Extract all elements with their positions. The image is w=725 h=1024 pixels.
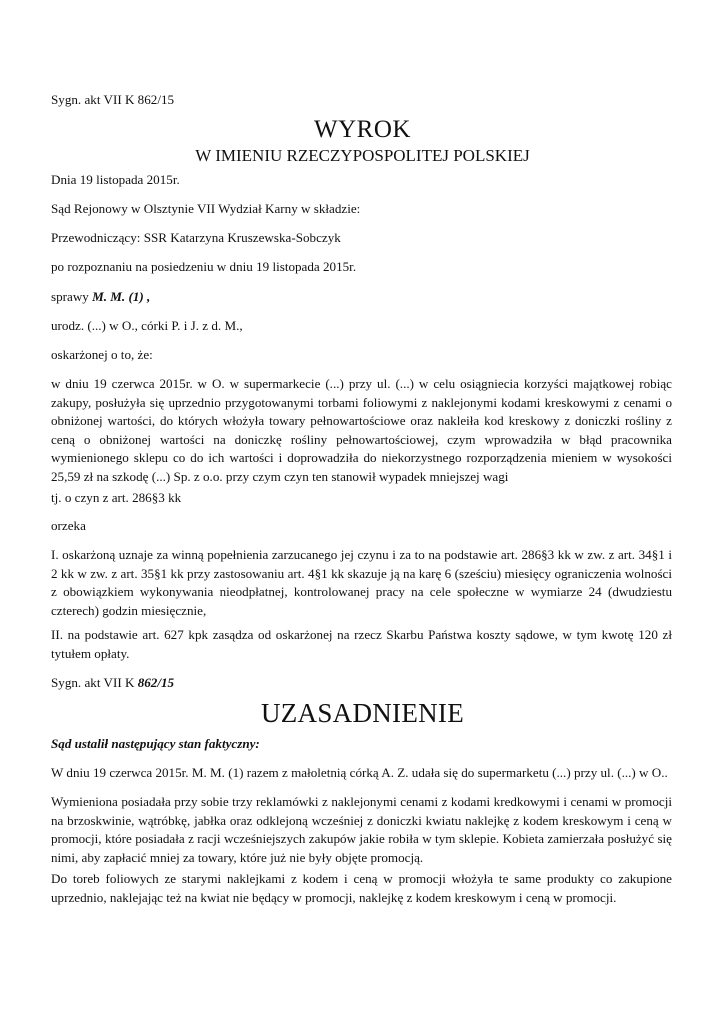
- charge-article: tj. o czyn z art. 286§3 kk: [51, 490, 182, 505]
- presiding-judge: Przewodniczący: SSR Katarzyna Kruszewska-Sobczyk: [51, 230, 341, 245]
- accused-intro: oskarżonej o to, że:: [51, 347, 153, 362]
- justification-signature-number: 862/15: [137, 675, 175, 690]
- court-composition: Sąd Rejonowy w Olsztynie VII Wydział Karny w składzie:: [51, 201, 361, 216]
- ruling-point-1: I. oskarżoną uznaje za winną popełnienia zarzucanego jej czynu i za to na podstawie art. 286§3 kk w zw. z art. 34§1 i 2 kk w zw. z art. 35§1 kk przy zastosowaniu art. 4§1 kk skazuje ją na karę 6 (sześciu) miesięcy ograniczenia wolności z obowiązkiem wykonywania nieodpłatnej, kontrolowanej pracy na cele społeczne w wymiarze 24 (dwudziestu czterech) godzin miesięcznie,: [51, 547, 672, 618]
- facts-paragraph-1: W dniu 19 czerwca 2015r. M. M. (1) razem z małoletnią córką A. Z. udała się do supermarketu (...) przy ul. (...) w O..: [51, 765, 668, 780]
- charge-text: w dniu 19 czerwca 2015r. w O. w supermarkecie (...) przy ul. (...) w celu osiągniecia korzyści majątkowej robiąc zakupy, posłużyła się uprzednio przygotowanymi torbami foliowymi z naklejonymi kodami kreskowymi z cenami o obniżonej wartości, do których włożyła towary pełnowartościowe oraz nakleiła kod kreskowy z doniczki rośliny z ceną o obniżonej wartości na doniczkę rośliny pełnowartościowej, czym wprowadziła w błąd pracownika wymienionego sklepu co do ich wartości i doprowadziła do niekorzystnego rozporządzenia mieniem w wysokości 25,59 zł na szkodę (...) Sp. z o.o. przy czym czyn ten stanowił wypadek mniejszej wagi: [51, 376, 672, 484]
- verdict-subtitle: W IMIENIU RZECZYPOSPOLITEJ POLSKIEJ: [195, 146, 530, 165]
- defendant-name: M. M. (1) ,: [92, 289, 151, 304]
- hearing-info: po rozpoznaniu na posiedzeniu w dniu 19 listopada 2015r.: [51, 259, 357, 274]
- orzeka-label: orzeka: [51, 518, 86, 533]
- defendant-birth: urodz. (...) w O., córki P. i J. z d. M.,: [51, 318, 243, 333]
- ruling-point-2: II. na podstawie art. 627 kpk zasądza od oskarżonej na rzecz Skarbu Państwa koszty sądowe, w tym kwotę 120 zł tytułem opłaty.: [51, 627, 672, 661]
- justification-signature: [51, 674, 672, 693]
- case-signature: Sygn. akt VII K 862/15: [51, 92, 175, 107]
- justification-signature-prefix: Sygn. akt VII K: [51, 675, 138, 690]
- facts-heading: Sąd ustalił następujący stan faktyczny:: [51, 736, 260, 751]
- facts-paragraph-2: Wymieniona posiadała przy sobie trzy reklamówki z naklejonymi cenami z kodami kredkowymi i cenami w promocji na brzoskwinie, wątróbkę, jabłka oraz odklejoną wcześniej z doniczki kwiatu naklejkę z kodem kreskowym i ceną w promocji, które posiadała z racji wcześniejszych zakupów jakie robiła w tym sklepie. Kobieta zamierzała posłużyć się nimi, aby zapłacić mniej za towary, które już nie były objęte promocją.: [51, 794, 672, 865]
- case-line: [51, 288, 672, 307]
- facts-paragraph-3: Do toreb foliowych ze starymi naklejkami z kodem i ceną w promocji włożyła te same produkty co zakupione uprzednio, naklejając też na kwiat nie będący w promocji, naklejkę z kodem kreskowym i ceną w promocji.: [51, 871, 672, 905]
- verdict-title: WYROK: [314, 116, 411, 143]
- verdict-date: Dnia 19 listopada 2015r.: [51, 172, 180, 187]
- case-prefix: sprawy: [51, 289, 93, 304]
- justification-title: UZASADNIENIE: [260, 698, 465, 728]
